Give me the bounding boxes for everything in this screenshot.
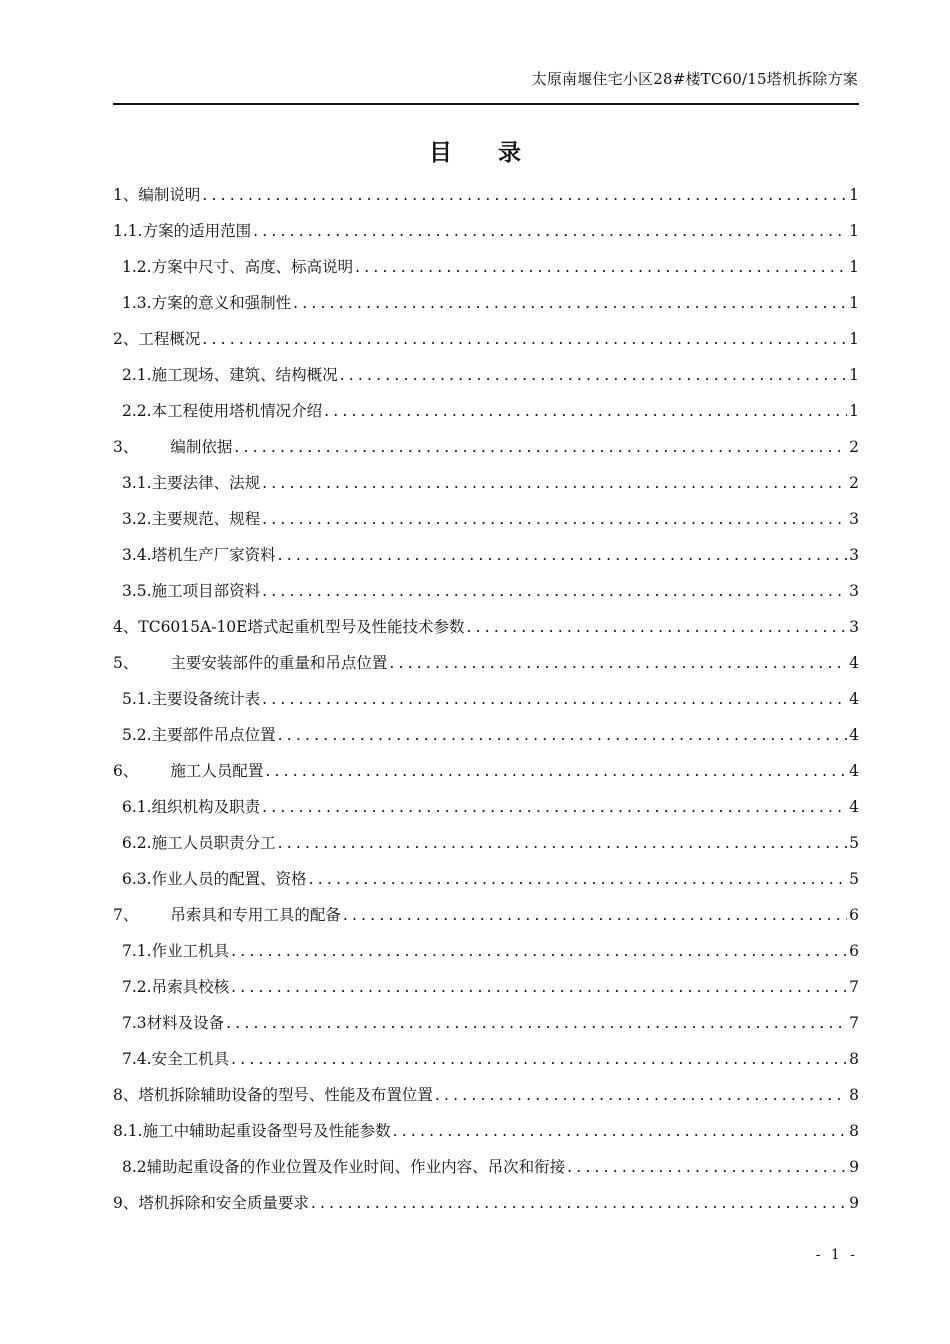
toc-entry-text: 主要部件吊点位置: [151, 726, 276, 744]
toc-entry-page: 1: [849, 402, 859, 420]
toc-entry-number: 6.1.: [122, 798, 152, 816]
toc-entry[interactable]: [113, 327, 859, 363]
toc-dot-leader: [262, 510, 847, 528]
toc-entry[interactable]: [113, 831, 859, 867]
toc-dot-leader: [226, 1014, 847, 1032]
toc-entry-page: 3: [849, 510, 859, 528]
toc-entry[interactable]: [113, 255, 859, 291]
toc-entry[interactable]: [113, 975, 859, 1011]
toc-dot-leader: [389, 654, 847, 672]
toc-entry-number: 3.1.: [122, 474, 152, 492]
toc-entry-text: 吊索具校核: [151, 978, 230, 996]
toc-entry[interactable]: [113, 471, 859, 507]
toc-entry-title: [122, 255, 353, 277]
toc-entry-number: 3、: [113, 438, 139, 456]
toc-entry[interactable]: [113, 723, 859, 759]
toc-entry-page: 4: [849, 690, 859, 708]
toc-entry-title: [113, 327, 200, 349]
toc-entry-title: [122, 507, 260, 529]
toc-dot-leader: [202, 186, 847, 204]
toc-entry-number: 5、: [113, 654, 139, 672]
toc-dot-leader: [278, 726, 847, 744]
toc-entry-number: 5.1.: [122, 690, 152, 708]
toc-entry-title: [113, 1119, 391, 1141]
toc-dot-leader: [278, 546, 847, 564]
toc-entry-page: 1: [849, 222, 859, 240]
toc-entry[interactable]: [113, 363, 859, 399]
toc-entry-page: 1: [849, 294, 859, 312]
toc-entry-title: [113, 219, 251, 241]
toc-entry-text: 安全工机具: [151, 1050, 230, 1068]
toc-entry-text: 施工项目部资料: [151, 582, 261, 600]
toc-entry-title: [122, 1155, 565, 1177]
toc-entry[interactable]: [113, 1155, 859, 1191]
toc-dot-leader: [253, 222, 847, 240]
toc-entry[interactable]: [113, 651, 859, 687]
toc-entry-title: [122, 291, 291, 313]
toc-dot-leader: [343, 906, 847, 924]
toc-dot-leader: [340, 366, 847, 384]
toc-entry-title: [113, 1083, 433, 1105]
toc-dot-leader: [265, 762, 847, 780]
toc-entry-page: 4: [849, 762, 859, 780]
toc-entry-title: [122, 1011, 224, 1033]
toc-entry-text: 主要安装部件的重量和吊点位置: [170, 654, 388, 672]
toc-dot-leader: [567, 1158, 847, 1176]
toc-entry-number: 1、: [113, 186, 139, 204]
toc-entry-title: [122, 939, 229, 961]
toc-dot-leader: [309, 870, 847, 888]
toc-entry[interactable]: [113, 543, 859, 579]
toc-entry-text: 作业工机具: [151, 942, 230, 960]
toc-entry-number: 8、: [113, 1086, 139, 1104]
toc-entry-number: 2.1.: [122, 366, 152, 384]
toc-entry-number: 6.3.: [122, 870, 152, 888]
toc-entry-text: 主要设备统计表: [151, 690, 261, 708]
toc-entry-title: [122, 1047, 229, 1069]
toc-entry-page: 7: [849, 1014, 859, 1032]
toc-entry-text: 辅助起重设备的作业位置及作业时间、作业内容、吊次和衔接: [146, 1158, 566, 1176]
table-of-contents: [113, 183, 859, 1227]
toc-entry[interactable]: [113, 1083, 859, 1119]
toc-entry-text: 组织机构及职责: [151, 798, 261, 816]
toc-entry-text: 作业人员的配置、资格: [151, 870, 307, 888]
toc-entry-number: 6、: [113, 762, 139, 780]
toc-entry-text: 吊索具和专用工具的配备: [170, 906, 341, 924]
toc-entry[interactable]: [113, 219, 859, 255]
toc-entry[interactable]: [113, 579, 859, 615]
toc-entry-number: 3.2.: [122, 510, 152, 528]
toc-dot-leader: [467, 618, 848, 636]
toc-entry-title: [113, 183, 200, 205]
toc-entry-number: 8.1.: [113, 1122, 143, 1140]
toc-entry-page: 3: [849, 582, 859, 600]
toc-entry-text: 施工中辅助起重设备型号及性能参数: [142, 1122, 391, 1140]
toc-entry-title: [122, 471, 260, 493]
toc-entry[interactable]: [113, 759, 859, 795]
toc-entry-title: [122, 795, 260, 817]
toc-entry[interactable]: [113, 507, 859, 543]
toc-entry[interactable]: [113, 939, 859, 975]
toc-dot-leader: [262, 582, 847, 600]
toc-entry-title: [113, 651, 387, 673]
toc-entry-title: [113, 1191, 309, 1213]
toc-entry-page: 4: [849, 654, 859, 672]
toc-entry-number: 4、: [113, 618, 139, 636]
toc-entry-text: 工程概况: [138, 330, 201, 348]
toc-entry-text: 本工程使用塔机情况介绍: [151, 402, 323, 420]
toc-entry-page: 3: [849, 546, 859, 564]
toc-entry-number: 8.2: [122, 1158, 147, 1176]
toc-entry-number: 2、: [113, 330, 139, 348]
toc-entry[interactable]: [113, 1119, 859, 1155]
toc-dot-leader: [202, 330, 847, 348]
toc-entry-number: 5.2.: [122, 726, 152, 744]
toc-entry-title: [113, 903, 341, 925]
toc-dot-leader: [234, 438, 847, 456]
toc-entry-number: 7.2.: [122, 978, 152, 996]
toc-entry-title: [113, 759, 263, 781]
toc-entry-text: TC6015A-10E塔式起重机型号及性能技术参数: [138, 618, 465, 636]
toc-dot-leader: [231, 978, 847, 996]
toc-entry-page: 4: [849, 726, 859, 744]
toc-entry-title: [122, 399, 322, 421]
toc-entry-page: 2: [849, 438, 859, 456]
toc-entry-text: 塔机生产厂家资料: [151, 546, 276, 564]
toc-entry-number: 6.2.: [122, 834, 152, 852]
toc-entry-number: 1.2.: [122, 258, 152, 276]
toc-dot-leader: [231, 1050, 847, 1068]
toc-entry-number: 1.1.: [113, 222, 143, 240]
toc-entry[interactable]: [113, 687, 859, 723]
toc-entry-title: [122, 579, 260, 601]
toc-dot-leader: [435, 1086, 847, 1104]
toc-entry-number: 7.4.: [122, 1050, 152, 1068]
toc-entry-page: 2: [849, 474, 859, 492]
toc-entry-page: 5: [849, 870, 859, 888]
toc-entry-text: 方案中尺寸、高度、标高说明: [151, 258, 354, 276]
toc-entry-title: [122, 363, 338, 385]
toc-dot-leader: [278, 834, 847, 852]
toc-entry-text: 材料及设备: [146, 1014, 225, 1032]
toc-entry-title: [122, 687, 260, 709]
toc-dot-leader: [262, 690, 847, 708]
toc-entry-title: [113, 435, 232, 457]
toc-entry-title: [122, 723, 276, 745]
toc-entry-text: 主要法律、法规: [151, 474, 261, 492]
toc-entry-page: 3: [849, 618, 859, 636]
toc-entry-page: 1: [849, 330, 859, 348]
toc-entry[interactable]: [113, 1191, 859, 1227]
toc-entry-text: 施工人员配置: [170, 762, 264, 780]
toc-entry-text: 方案的适用范围: [142, 222, 252, 240]
toc-entry-page: 6: [849, 906, 859, 924]
toc-entry-page: 8: [849, 1122, 859, 1140]
toc-heading: [0, 134, 950, 167]
toc-entry-text: 塔机拆除和安全质量要求: [138, 1194, 309, 1212]
toc-entry-page: 6: [849, 942, 859, 960]
toc-entry-text: 塔机拆除辅助设备的型号、性能及布置位置: [138, 1086, 433, 1104]
toc-entry-title: [122, 543, 276, 565]
toc-dot-leader: [311, 1194, 847, 1212]
toc-dot-leader: [262, 798, 847, 816]
header-divider: [113, 103, 859, 105]
toc-entry[interactable]: [113, 399, 859, 435]
toc-entry-number: 3.4.: [122, 546, 152, 564]
toc-entry-title: [122, 975, 229, 997]
toc-entry-number: 2.2.: [122, 402, 152, 420]
toc-dot-leader: [355, 258, 847, 276]
page-number: - 1 -: [815, 1247, 858, 1263]
toc-entry-page: 7: [849, 978, 859, 996]
toc-entry-page: 9: [849, 1194, 859, 1212]
toc-entry-page: 8: [849, 1086, 859, 1104]
toc-entry[interactable]: [113, 903, 859, 939]
toc-heading-char: 目: [429, 139, 498, 166]
toc-dot-leader: [324, 402, 847, 420]
running-header-title: 太原南堰住宅小区28#楼TC60/15塔机拆除方案: [531, 70, 858, 88]
toc-heading-char: 录: [498, 139, 567, 166]
toc-entry[interactable]: [113, 183, 859, 219]
toc-dot-leader: [393, 1122, 847, 1140]
toc-dot-leader: [231, 942, 847, 960]
toc-entry-number: 9、: [113, 1194, 139, 1212]
toc-entry[interactable]: [113, 1011, 859, 1047]
toc-dot-leader: [262, 474, 847, 492]
toc-entry-page: 1: [849, 258, 859, 276]
toc-entry-text: 主要规范、规程: [151, 510, 261, 528]
toc-entry-page: 5: [849, 834, 859, 852]
toc-entry[interactable]: [113, 291, 859, 327]
toc-entry[interactable]: [113, 435, 859, 471]
toc-entry-number: 7.1.: [122, 942, 152, 960]
toc-entry-title: [113, 615, 465, 637]
toc-entry[interactable]: [113, 867, 859, 903]
toc-entry[interactable]: [113, 795, 859, 831]
toc-entry-text: 施工现场、建筑、结构概况: [151, 366, 338, 384]
toc-entry-page: 4: [849, 798, 859, 816]
toc-entry[interactable]: [113, 1047, 859, 1083]
toc-entry-text: 方案的意义和强制性: [151, 294, 292, 312]
toc-entry-number: 1.3.: [122, 294, 152, 312]
toc-entry-title: [122, 867, 307, 889]
toc-entry-number: 7、: [113, 906, 139, 924]
toc-entry-text: 施工人员职责分工: [151, 834, 276, 852]
toc-entry-number: 7.3: [122, 1014, 147, 1032]
toc-entry-page: 1: [849, 366, 859, 384]
toc-entry-page: 8: [849, 1050, 859, 1068]
toc-entry-text: 编制说明: [138, 186, 201, 204]
toc-entry-page: 1: [849, 186, 859, 204]
toc-entry-text: 编制依据: [170, 438, 233, 456]
toc-entry-number: 3.5.: [122, 582, 152, 600]
toc-entry-title: [122, 831, 276, 853]
toc-entry-page: 9: [849, 1158, 859, 1176]
toc-entry[interactable]: [113, 615, 859, 651]
toc-dot-leader: [293, 294, 847, 312]
